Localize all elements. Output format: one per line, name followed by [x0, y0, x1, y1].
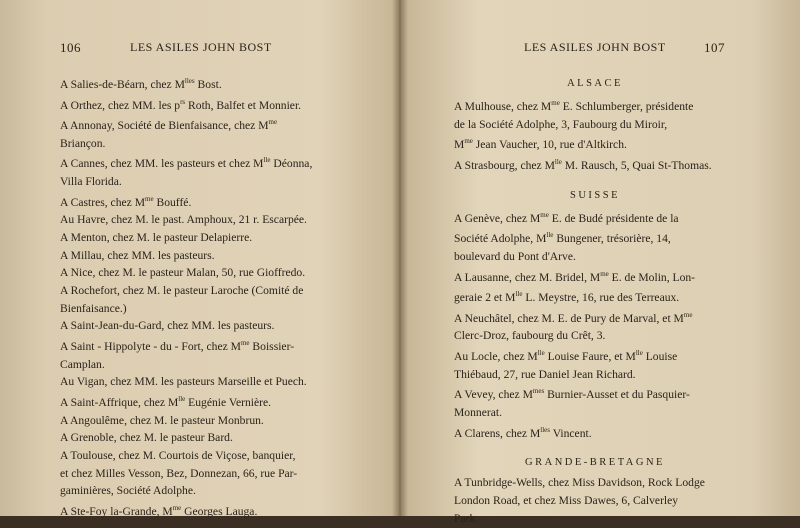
- address-line: A Genève, chez $M^{me}$ E. de Budé présidente de la: [454, 210, 679, 225]
- address-line: Monnerat.: [454, 405, 502, 419]
- section-heading: GRANDE-BRETAGNE: [525, 457, 665, 469]
- section-heading: ALSACE: [567, 78, 623, 89]
- address-line: A Grenoble, chez M. le pasteur Bard.: [60, 431, 233, 445]
- address-line: geraie 2 et $M^{lle}$ L. Meystre, 16, rue des Terreaux.: [454, 290, 680, 305]
- address-line: A Rochefort, chez M. le pasteur Laroche (Comité de: [60, 284, 304, 298]
- address-line: A Clarens, chez $M^{lles}$ Vincent.: [454, 425, 592, 440]
- address-line: Au Locle, chez $M^{lle}$ Louise Faure, et $M^{lle}$ Louise: [454, 349, 678, 363]
- address-line: A Millau, chez MM. les pasteurs.: [60, 248, 215, 262]
- address-line: A Angoulême, chez M. le pasteur Monbrun.: [60, 413, 264, 427]
- address-line: A Saint-Affrique, chez $M^{lle}$ Eugénie Vernière.: [60, 395, 272, 409]
- address-line: A Saint-Jean-du-Gard, chez MM. les pasteurs.: [60, 319, 275, 333]
- address-line: A Orthez, chez MM. les $p^{rs}$ Roth, Balfet et Monnier.: [60, 97, 302, 112]
- right-page-body: [454, 76, 736, 528]
- address-line: Thiébaud, 27, rue Daniel Jean Richard.: [454, 367, 636, 381]
- address-line: Briançon.: [60, 136, 106, 150]
- left-page-body: [60, 74, 335, 522]
- address-line: de la Société Adolphe, 3, Faubourg du Miroir,: [454, 117, 668, 131]
- address-line: Société Adolphe, $M^{lle}$ Bungener, trésorière, 14,: [454, 231, 671, 246]
- address-line: Clerc-Droz, faubourg du Crêt, 3.: [454, 329, 606, 343]
- section-gap: [454, 443, 736, 451]
- address-line: A Toulouse, chez M. Courtois de Viçose, banquier,: [60, 449, 296, 463]
- running-head-right: LES ASILES JOHN BOST: [524, 40, 666, 54]
- address-line: Camplan.: [60, 357, 105, 371]
- address-line: Villa Florida.: [60, 174, 122, 188]
- section-gap: [454, 176, 736, 184]
- address-line: A Saint - Hippolyte - du - Fort, chez $M^{me}$ Boissier-: [60, 339, 295, 353]
- address-line: A Cannes, chez MM. les pasteurs et chez $M^{lle}$ Déonna,: [60, 156, 313, 171]
- address-line: A Annonay, Société de Bienfaisance, chez $M^{me}$: [60, 118, 278, 132]
- address-line: et chez Milles Vesson, Bez, Donnezan, 66, rue Par-: [60, 466, 298, 480]
- section-heading: SUISSE: [569, 189, 620, 201]
- address-line: London Road, et chez Miss Dawes, 6, Calverley: [454, 494, 679, 508]
- address-line: A Castres, chez $M^{me}$ Bouffé.: [60, 194, 192, 209]
- address-line: A Lausanne, chez M. Bridel, $M^{me}$ E. de Molin, Lon-: [454, 269, 696, 284]
- address-line: A Neuchâtel, chez M. E. de Pury de Marval, et $M^{me}$: [454, 310, 693, 325]
- address-line: Park.: [454, 511, 479, 525]
- address-line: Bienfaisance.): [60, 301, 127, 315]
- address-line: A Menton, chez M. le pasteur Delapierre.: [60, 230, 253, 244]
- address-line: A Ste-Foy la-Grande, $M^{me}$ Georges Lauga.: [60, 504, 258, 519]
- running-head-left: LES ASILES JOHN BOST: [130, 40, 272, 54]
- address-line: A Nice, chez M. le pasteur Malan, 50, rue Gioffredo.: [60, 266, 306, 280]
- page-number-right: 107: [704, 40, 725, 55]
- address-line: $M^{me}$ Jean Vaucher, 10, rue d'Altkirch.: [454, 137, 627, 152]
- address-line: A Tunbridge-Wells, chez Miss Davidson, Rock Lodge: [454, 476, 705, 490]
- address-line: boulevard du Pont d'Arve.: [454, 249, 576, 263]
- address-line: gaminières, Société Adolphe.: [60, 484, 196, 498]
- address-line: Au Havre, chez M. le past. Amphoux, 21 r. Escarpée.: [60, 213, 307, 227]
- address-line: A Strasbourg, chez $M^{lle}$ M. Rausch, 5, Quai St-Thomas.: [454, 158, 712, 172]
- address-line: A Vevey, chez $M^{mes}$ Burnier-Ausset et du Pasquier-: [454, 387, 690, 402]
- address-line: A Salies-de-Béarn, chez $M^{lles}$ Bost.: [60, 77, 222, 91]
- right-page: [402, 0, 800, 525]
- address-line: Au Vigan, chez MM. les pasteurs Marseille et Puech.: [60, 375, 307, 389]
- address-line: A Mulhouse, chez $M^{me}$ E. Schlumberger, présidente: [454, 99, 694, 114]
- page-number-left: 106: [60, 40, 81, 55]
- left-page: [0, 0, 398, 519]
